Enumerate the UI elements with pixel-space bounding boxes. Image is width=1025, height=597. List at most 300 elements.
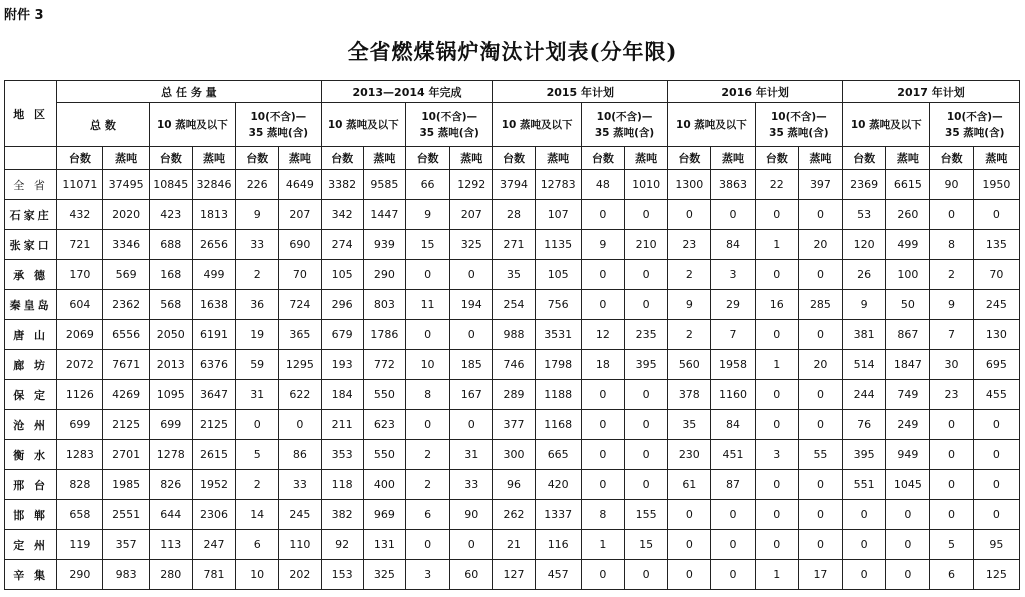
value-cell: 226 bbox=[236, 170, 279, 200]
unit-header-count: 台数 bbox=[493, 147, 535, 170]
value-cell: 0 bbox=[843, 530, 886, 560]
table-row bbox=[5, 500, 1020, 530]
value-cell: 10 bbox=[236, 560, 279, 590]
region-cell: 邢 台 bbox=[5, 470, 57, 500]
value-cell: 290 bbox=[363, 260, 405, 290]
value-cell: 695 bbox=[973, 350, 1019, 380]
value-cell: 749 bbox=[886, 380, 930, 410]
value-cell: 2 bbox=[668, 260, 711, 290]
value-cell: 0 bbox=[798, 380, 842, 410]
table-row bbox=[5, 350, 1020, 380]
value-cell: 756 bbox=[535, 290, 581, 320]
value-cell: 0 bbox=[668, 530, 711, 560]
value-cell: 105 bbox=[535, 260, 581, 290]
value-cell: 28 bbox=[493, 200, 535, 230]
subheader-total-count: 总 数 bbox=[57, 103, 149, 147]
value-cell: 31 bbox=[450, 440, 493, 470]
value-cell: 381 bbox=[843, 320, 886, 350]
value-cell: 84 bbox=[711, 410, 755, 440]
value-cell: 2369 bbox=[843, 170, 886, 200]
value-cell: 96 bbox=[493, 470, 535, 500]
table-row bbox=[5, 260, 1020, 290]
value-cell: 48 bbox=[581, 170, 624, 200]
value-cell: 95 bbox=[973, 530, 1019, 560]
value-cell: 4649 bbox=[279, 170, 321, 200]
value-cell: 2020 bbox=[103, 200, 149, 230]
value-cell: 0 bbox=[625, 200, 668, 230]
table-row bbox=[5, 380, 1020, 410]
value-cell: 235 bbox=[625, 320, 668, 350]
value-cell: 568 bbox=[149, 290, 192, 320]
value-cell: 9 bbox=[668, 290, 711, 320]
value-cell: 0 bbox=[711, 500, 755, 530]
value-cell: 0 bbox=[930, 470, 973, 500]
value-cell: 969 bbox=[363, 500, 405, 530]
value-cell: 658 bbox=[57, 500, 103, 530]
value-cell: 90 bbox=[450, 500, 493, 530]
value-cell: 66 bbox=[405, 170, 449, 200]
value-cell: 0 bbox=[405, 410, 449, 440]
value-cell: 14 bbox=[236, 500, 279, 530]
value-cell: 23 bbox=[930, 380, 973, 410]
value-cell: 2125 bbox=[192, 410, 235, 440]
value-cell: 20 bbox=[798, 230, 842, 260]
value-cell: 0 bbox=[973, 470, 1019, 500]
value-cell: 828 bbox=[57, 470, 103, 500]
value-cell: 365 bbox=[279, 320, 321, 350]
value-cell: 342 bbox=[321, 200, 363, 230]
value-cell: 1188 bbox=[535, 380, 581, 410]
table-row bbox=[5, 440, 1020, 470]
value-cell: 0 bbox=[973, 440, 1019, 470]
table-row bbox=[5, 470, 1020, 500]
value-cell: 1447 bbox=[363, 200, 405, 230]
value-cell: 0 bbox=[973, 500, 1019, 530]
value-cell: 2306 bbox=[192, 500, 235, 530]
value-cell: 8 bbox=[405, 380, 449, 410]
value-cell: 92 bbox=[321, 530, 363, 560]
region-cell: 张家口 bbox=[5, 230, 57, 260]
value-cell: 32846 bbox=[192, 170, 235, 200]
value-cell: 127 bbox=[493, 560, 535, 590]
value-cell: 560 bbox=[668, 350, 711, 380]
region-cell: 石家庄 bbox=[5, 200, 57, 230]
value-cell: 2125 bbox=[103, 410, 149, 440]
value-cell: 382 bbox=[321, 500, 363, 530]
value-cell: 3 bbox=[405, 560, 449, 590]
value-cell: 18 bbox=[581, 350, 624, 380]
value-cell: 11071 bbox=[57, 170, 103, 200]
value-cell: 2362 bbox=[103, 290, 149, 320]
value-cell: 377 bbox=[493, 410, 535, 440]
value-cell: 1095 bbox=[149, 380, 192, 410]
value-cell: 15 bbox=[405, 230, 449, 260]
value-cell: 90 bbox=[930, 170, 973, 200]
value-cell: 230 bbox=[668, 440, 711, 470]
value-cell: 0 bbox=[581, 410, 624, 440]
value-cell: 457 bbox=[535, 560, 581, 590]
subheader-small: 10 蒸吨及以下 bbox=[668, 103, 755, 147]
value-cell: 1952 bbox=[192, 470, 235, 500]
value-cell: 1160 bbox=[711, 380, 755, 410]
value-cell: 153 bbox=[321, 560, 363, 590]
value-cell: 679 bbox=[321, 320, 363, 350]
value-cell: 0 bbox=[668, 500, 711, 530]
value-cell: 2 bbox=[405, 440, 449, 470]
value-cell: 31 bbox=[236, 380, 279, 410]
region-cell: 辛 集 bbox=[5, 560, 57, 590]
value-cell: 665 bbox=[535, 440, 581, 470]
region-cell: 全 省 bbox=[5, 170, 57, 200]
value-cell: 1126 bbox=[57, 380, 103, 410]
group-header-2017: 2017 年计划 bbox=[843, 81, 1020, 103]
value-cell: 70 bbox=[973, 260, 1019, 290]
value-cell: 9 bbox=[843, 290, 886, 320]
value-cell: 249 bbox=[886, 410, 930, 440]
group-header-2013-2014: 2013—2014 年完成 bbox=[321, 81, 493, 103]
value-cell: 86 bbox=[279, 440, 321, 470]
value-cell: 1010 bbox=[625, 170, 668, 200]
value-cell: 12783 bbox=[535, 170, 581, 200]
value-cell: 2701 bbox=[103, 440, 149, 470]
value-cell: 0 bbox=[581, 380, 624, 410]
value-cell: 193 bbox=[321, 350, 363, 380]
unit-header-count: 台数 bbox=[57, 147, 103, 170]
value-cell: 9 bbox=[930, 290, 973, 320]
value-cell: 2 bbox=[236, 260, 279, 290]
value-cell: 1168 bbox=[535, 410, 581, 440]
value-cell: 499 bbox=[192, 260, 235, 290]
value-cell: 50 bbox=[886, 290, 930, 320]
unit-header-tons: 蒸吨 bbox=[103, 147, 149, 170]
value-cell: 0 bbox=[798, 530, 842, 560]
boiler-plan-table bbox=[4, 80, 1020, 590]
unit-header-count: 台数 bbox=[843, 147, 886, 170]
value-cell: 131 bbox=[363, 530, 405, 560]
value-cell: 0 bbox=[798, 470, 842, 500]
value-cell: 1135 bbox=[535, 230, 581, 260]
value-cell: 22 bbox=[755, 170, 798, 200]
value-cell: 550 bbox=[363, 380, 405, 410]
value-cell: 6 bbox=[236, 530, 279, 560]
value-cell: 397 bbox=[798, 170, 842, 200]
value-cell: 0 bbox=[625, 380, 668, 410]
value-cell: 1 bbox=[755, 560, 798, 590]
value-cell: 550 bbox=[363, 440, 405, 470]
value-cell: 30 bbox=[930, 350, 973, 380]
value-cell: 33 bbox=[450, 470, 493, 500]
subheader-mid: 10(不含)— 35 蒸吨(含) bbox=[236, 103, 321, 147]
value-cell: 0 bbox=[450, 530, 493, 560]
unit-header-tons: 蒸吨 bbox=[625, 147, 668, 170]
value-cell: 168 bbox=[149, 260, 192, 290]
value-cell: 0 bbox=[279, 410, 321, 440]
value-cell: 20 bbox=[798, 350, 842, 380]
value-cell: 289 bbox=[493, 380, 535, 410]
value-cell: 0 bbox=[755, 260, 798, 290]
value-cell: 0 bbox=[755, 470, 798, 500]
value-cell: 569 bbox=[103, 260, 149, 290]
value-cell: 455 bbox=[973, 380, 1019, 410]
value-cell: 9 bbox=[405, 200, 449, 230]
table-row-province-total bbox=[5, 170, 1020, 200]
value-cell: 0 bbox=[755, 410, 798, 440]
value-cell: 983 bbox=[103, 560, 149, 590]
value-cell: 0 bbox=[755, 380, 798, 410]
value-cell: 2 bbox=[930, 260, 973, 290]
value-cell: 35 bbox=[668, 410, 711, 440]
subheader-mid: 10(不含)— 35 蒸吨(含) bbox=[581, 103, 667, 147]
value-cell: 0 bbox=[668, 560, 711, 590]
value-cell: 8 bbox=[581, 500, 624, 530]
value-cell: 2615 bbox=[192, 440, 235, 470]
table-row bbox=[5, 530, 1020, 560]
value-cell: 0 bbox=[668, 200, 711, 230]
unit-header-tons: 蒸吨 bbox=[450, 147, 493, 170]
unit-header-count: 台数 bbox=[581, 147, 624, 170]
value-cell: 939 bbox=[363, 230, 405, 260]
value-cell: 35 bbox=[493, 260, 535, 290]
value-cell: 130 bbox=[973, 320, 1019, 350]
value-cell: 1798 bbox=[535, 350, 581, 380]
value-cell: 2 bbox=[236, 470, 279, 500]
subheader-small: 10 蒸吨及以下 bbox=[321, 103, 405, 147]
value-cell: 724 bbox=[279, 290, 321, 320]
value-cell: 211 bbox=[321, 410, 363, 440]
value-cell: 3346 bbox=[103, 230, 149, 260]
value-cell: 37495 bbox=[103, 170, 149, 200]
value-cell: 280 bbox=[149, 560, 192, 590]
unit-header-row bbox=[5, 147, 1020, 170]
unit-header-count: 台数 bbox=[321, 147, 363, 170]
value-cell: 6 bbox=[930, 560, 973, 590]
value-cell: 1985 bbox=[103, 470, 149, 500]
value-cell: 7 bbox=[711, 320, 755, 350]
value-cell: 0 bbox=[755, 200, 798, 230]
value-cell: 781 bbox=[192, 560, 235, 590]
value-cell: 451 bbox=[711, 440, 755, 470]
value-cell: 0 bbox=[973, 200, 1019, 230]
value-cell: 247 bbox=[192, 530, 235, 560]
value-cell: 274 bbox=[321, 230, 363, 260]
value-cell: 0 bbox=[581, 290, 624, 320]
page-title: 全省燃煤锅炉淘汰计划表(分年限) bbox=[347, 39, 678, 64]
unit-header-tons: 蒸吨 bbox=[973, 147, 1019, 170]
value-cell: 949 bbox=[886, 440, 930, 470]
value-cell: 76 bbox=[843, 410, 886, 440]
value-cell: 1638 bbox=[192, 290, 235, 320]
group-header-2015: 2015 年计划 bbox=[493, 81, 668, 103]
value-cell: 0 bbox=[798, 410, 842, 440]
table-body bbox=[5, 170, 1020, 590]
value-cell: 0 bbox=[755, 500, 798, 530]
subheader-small: 10 蒸吨及以下 bbox=[493, 103, 581, 147]
value-cell: 105 bbox=[321, 260, 363, 290]
value-cell: 0 bbox=[405, 260, 449, 290]
value-cell: 395 bbox=[843, 440, 886, 470]
value-cell: 0 bbox=[798, 260, 842, 290]
value-cell: 0 bbox=[625, 440, 668, 470]
value-cell: 0 bbox=[798, 500, 842, 530]
table-row bbox=[5, 410, 1020, 440]
value-cell: 0 bbox=[798, 200, 842, 230]
value-cell: 420 bbox=[535, 470, 581, 500]
value-cell: 699 bbox=[149, 410, 192, 440]
value-cell: 0 bbox=[973, 410, 1019, 440]
value-cell: 9585 bbox=[363, 170, 405, 200]
value-cell: 0 bbox=[930, 200, 973, 230]
value-cell: 8 bbox=[930, 230, 973, 260]
value-cell: 9 bbox=[236, 200, 279, 230]
value-cell: 0 bbox=[930, 440, 973, 470]
value-cell: 0 bbox=[755, 530, 798, 560]
value-cell: 622 bbox=[279, 380, 321, 410]
value-cell: 6376 bbox=[192, 350, 235, 380]
value-cell: 0 bbox=[711, 200, 755, 230]
unit-header-tons: 蒸吨 bbox=[535, 147, 581, 170]
value-cell: 0 bbox=[581, 560, 624, 590]
unit-header-count: 台数 bbox=[755, 147, 798, 170]
value-cell: 6 bbox=[405, 500, 449, 530]
value-cell: 110 bbox=[279, 530, 321, 560]
value-cell: 6615 bbox=[886, 170, 930, 200]
value-cell: 21 bbox=[493, 530, 535, 560]
unit-header-count: 台数 bbox=[930, 147, 973, 170]
value-cell: 551 bbox=[843, 470, 886, 500]
value-cell: 125 bbox=[973, 560, 1019, 590]
value-cell: 5 bbox=[930, 530, 973, 560]
value-cell: 3794 bbox=[493, 170, 535, 200]
value-cell: 2656 bbox=[192, 230, 235, 260]
value-cell: 6191 bbox=[192, 320, 235, 350]
value-cell: 185 bbox=[450, 350, 493, 380]
value-cell: 3647 bbox=[192, 380, 235, 410]
table-row bbox=[5, 290, 1020, 320]
value-cell: 0 bbox=[625, 260, 668, 290]
value-cell: 1337 bbox=[535, 500, 581, 530]
unit-header-count: 台数 bbox=[236, 147, 279, 170]
group-header-total: 总 任 务 量 bbox=[57, 81, 321, 103]
value-cell: 12 bbox=[581, 320, 624, 350]
table-row bbox=[5, 560, 1020, 590]
value-cell: 113 bbox=[149, 530, 192, 560]
value-cell: 23 bbox=[668, 230, 711, 260]
table-row bbox=[5, 230, 1020, 260]
unit-header-empty bbox=[5, 147, 57, 170]
value-cell: 1786 bbox=[363, 320, 405, 350]
region-cell: 衡 水 bbox=[5, 440, 57, 470]
unit-header-tons: 蒸吨 bbox=[886, 147, 930, 170]
value-cell: 29 bbox=[711, 290, 755, 320]
value-cell: 210 bbox=[625, 230, 668, 260]
value-cell: 0 bbox=[405, 530, 449, 560]
value-cell: 107 bbox=[535, 200, 581, 230]
value-cell: 432 bbox=[57, 200, 103, 230]
value-cell: 207 bbox=[279, 200, 321, 230]
value-cell: 0 bbox=[843, 500, 886, 530]
value-cell: 19 bbox=[236, 320, 279, 350]
region-header: 地 区 bbox=[5, 81, 57, 147]
value-cell: 254 bbox=[493, 290, 535, 320]
value-cell: 0 bbox=[755, 320, 798, 350]
value-cell: 1 bbox=[755, 230, 798, 260]
value-cell: 746 bbox=[493, 350, 535, 380]
value-cell: 690 bbox=[279, 230, 321, 260]
value-cell: 623 bbox=[363, 410, 405, 440]
value-cell: 167 bbox=[450, 380, 493, 410]
value-cell: 15 bbox=[625, 530, 668, 560]
value-cell: 55 bbox=[798, 440, 842, 470]
region-cell: 廊 坊 bbox=[5, 350, 57, 380]
value-cell: 7671 bbox=[103, 350, 149, 380]
value-cell: 357 bbox=[103, 530, 149, 560]
unit-header-tons: 蒸吨 bbox=[798, 147, 842, 170]
value-cell: 1847 bbox=[886, 350, 930, 380]
value-cell: 1278 bbox=[149, 440, 192, 470]
value-cell: 262 bbox=[493, 500, 535, 530]
value-cell: 16 bbox=[755, 290, 798, 320]
value-cell: 2551 bbox=[103, 500, 149, 530]
value-cell: 118 bbox=[321, 470, 363, 500]
value-cell: 3863 bbox=[711, 170, 755, 200]
table-row bbox=[5, 320, 1020, 350]
value-cell: 1 bbox=[755, 350, 798, 380]
value-cell: 0 bbox=[711, 530, 755, 560]
unit-header-tons: 蒸吨 bbox=[279, 147, 321, 170]
value-cell: 245 bbox=[973, 290, 1019, 320]
value-cell: 70 bbox=[279, 260, 321, 290]
value-cell: 395 bbox=[625, 350, 668, 380]
value-cell: 10 bbox=[405, 350, 449, 380]
value-cell: 604 bbox=[57, 290, 103, 320]
value-cell: 1958 bbox=[711, 350, 755, 380]
value-cell: 0 bbox=[886, 530, 930, 560]
subheader-mid: 10(不含)— 35 蒸吨(含) bbox=[405, 103, 492, 147]
value-cell: 244 bbox=[843, 380, 886, 410]
group-header-2016: 2016 年计划 bbox=[668, 81, 843, 103]
value-cell: 170 bbox=[57, 260, 103, 290]
unit-header-count: 台数 bbox=[668, 147, 711, 170]
value-cell: 988 bbox=[493, 320, 535, 350]
value-cell: 6556 bbox=[103, 320, 149, 350]
unit-header-count: 台数 bbox=[405, 147, 449, 170]
value-cell: 1295 bbox=[279, 350, 321, 380]
value-cell: 0 bbox=[930, 500, 973, 530]
region-cell: 定 州 bbox=[5, 530, 57, 560]
value-cell: 1045 bbox=[886, 470, 930, 500]
value-cell: 9 bbox=[581, 230, 624, 260]
value-cell: 688 bbox=[149, 230, 192, 260]
value-cell: 5 bbox=[236, 440, 279, 470]
value-cell: 7 bbox=[930, 320, 973, 350]
value-cell: 61 bbox=[668, 470, 711, 500]
value-cell: 2072 bbox=[57, 350, 103, 380]
value-cell: 87 bbox=[711, 470, 755, 500]
value-cell: 11 bbox=[405, 290, 449, 320]
value-cell: 0 bbox=[581, 200, 624, 230]
value-cell: 0 bbox=[450, 410, 493, 440]
value-cell: 10845 bbox=[149, 170, 192, 200]
value-cell: 1813 bbox=[192, 200, 235, 230]
value-cell: 0 bbox=[930, 410, 973, 440]
value-cell: 60 bbox=[450, 560, 493, 590]
value-cell: 84 bbox=[711, 230, 755, 260]
value-cell: 120 bbox=[843, 230, 886, 260]
value-cell: 0 bbox=[843, 560, 886, 590]
region-cell: 保 定 bbox=[5, 380, 57, 410]
region-cell: 沧 州 bbox=[5, 410, 57, 440]
value-cell: 194 bbox=[450, 290, 493, 320]
